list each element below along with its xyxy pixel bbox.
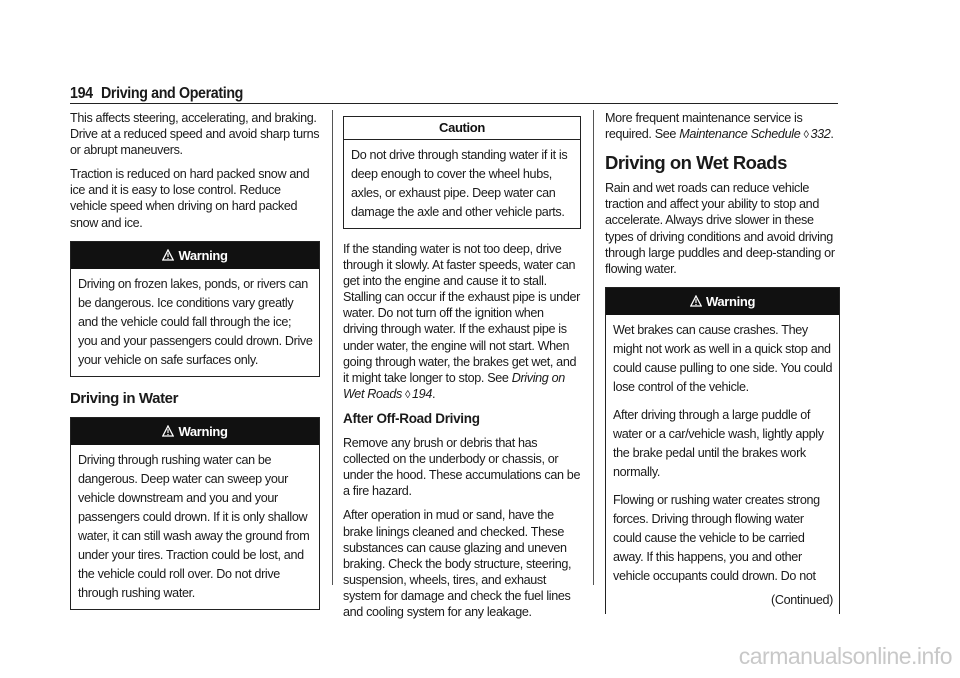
- paragraph: Traction is reduced on hard packed snow and ice and it is easy to lose control. Reduce vehicle speed when driving on hard packed snow and ice.: [70, 167, 310, 230]
- warning-text: Driving through rushing water can be dangerous. Deep water can sweep your vehicle downstream and you and your passengers could drown. If it is only shallow water, it can still wash away the ground from under your tires. Traction could be lost, and the vehicle could roll over. Do not drive through rushing water.: [78, 452, 310, 600]
- page-reference-arrow-icon: ◊: [404, 388, 411, 401]
- paragraph: This affects steering, accelerating, and braking. Drive at a reduced speed and avoid sharp turns or abrupt maneuvers.: [70, 111, 320, 158]
- subheading-driving-in-water: Driving in Water: [70, 389, 179, 407]
- watermark: carmanualsonline.info: [738, 643, 952, 669]
- heading-driving-on-wet-roads: Driving on Wet Roads: [605, 152, 787, 174]
- warning-text: After driving through a large puddle of water or a car/vehicle wash, lightly apply the brake pedal until the brakes work normally.: [613, 407, 824, 479]
- warning-text: Flowing or rushing water creates strong forces. Driving through flowing water could cause the vehicle to be carried away. If this happens, you and other vehicle occupants could drown. Do not: [613, 492, 820, 583]
- page-header: [70, 84, 840, 104]
- column-divider: [593, 110, 594, 585]
- warning-header: [71, 242, 319, 269]
- xref-maintenance-schedule[interactable]: Maintenance Schedule ◊ 332: [679, 127, 831, 142]
- paragraph: If the standing water is not too deep, drive through it slowly. At faster speeds, water can get into the engine and cause it to stall. Stalling can occur if the exhaust pipe is under water. Do not turn off the ignition when driving through water. If the exhaust pipe is under water, the engine will not start. When going through water, the brakes get wet, and it might take longer to stop. See Driving on Wet Roads ◊ 194.: [343, 242, 580, 401]
- column-divider: [332, 110, 333, 585]
- warning-body: [606, 315, 839, 614]
- page-reference-arrow-icon: ◊: [803, 129, 809, 142]
- warning-box: [70, 417, 320, 610]
- warning-text: Driving on frozen lakes, ponds, or rivers can be dangerous. Ice conditions vary greatly and the vehicle could fall through the ice; you and your passengers could drown. Drive your vehicle on safe surfaces only.: [78, 276, 313, 367]
- subheading-after-off-road-driving: After Off-Road Driving: [343, 410, 480, 426]
- warning-text: Wet brakes can cause crashes. They might not work as well in a quick stop and could cause pulling to one side. You could lose control of the vehicle.: [613, 322, 833, 394]
- warning-header: [71, 418, 319, 445]
- warning-title: Warning: [705, 293, 756, 309]
- paragraph: Rain and wet roads can reduce vehicle traction and affect your ability to stop and accelerate. Always drive slower in these types of driving conditions and avoid driving through large puddles and deep-standing or flowing water.: [605, 181, 835, 276]
- continued-label: (Continued): [771, 592, 833, 607]
- warning-box: [605, 287, 840, 614]
- caution-text: Do not drive through standing water if it is deep enough to cover the wheel hubs, axles, or exhaust pipe. Deep water can damage the axle and other vehicle parts.: [351, 148, 568, 219]
- warning-title: Warning: [178, 247, 228, 263]
- column-1: [70, 110, 320, 622]
- warning-box: [70, 241, 320, 377]
- warning-title: Warning: [178, 423, 228, 439]
- xref-driving-on-wet-roads[interactable]: Driving on Wet Roads ◊ 194: [343, 370, 565, 401]
- column-3: [605, 110, 840, 626]
- warning-triangle-icon: [690, 289, 702, 316]
- warning-header: [606, 288, 839, 315]
- caution-box: [343, 116, 581, 229]
- header-rule: [70, 103, 838, 104]
- warning-triangle-icon: [162, 419, 174, 446]
- paragraph: More frequent maintenance service is required. See Maintenance Schedule ◊ 332.: [605, 111, 834, 142]
- caution-header: Caution: [344, 117, 580, 140]
- page-number: 194: [70, 85, 93, 102]
- column-2: [343, 110, 581, 628]
- warning-triangle-icon: [162, 243, 174, 270]
- section-title: Driving and Operating: [100, 85, 243, 102]
- paragraph: After operation in mud or sand, have the brake linings cleaned and checked. These substances can cause glazing and uneven braking. Check the body structure, steering, suspension, wheels, tires, and exhaust system for damage and check the fuel lines and cooling system for any leakage.: [343, 508, 572, 619]
- paragraph: Remove any brush or debris that has collected on the underbody or chassis, or under the hood. These accumulations can be a fire hazard.: [343, 436, 581, 499]
